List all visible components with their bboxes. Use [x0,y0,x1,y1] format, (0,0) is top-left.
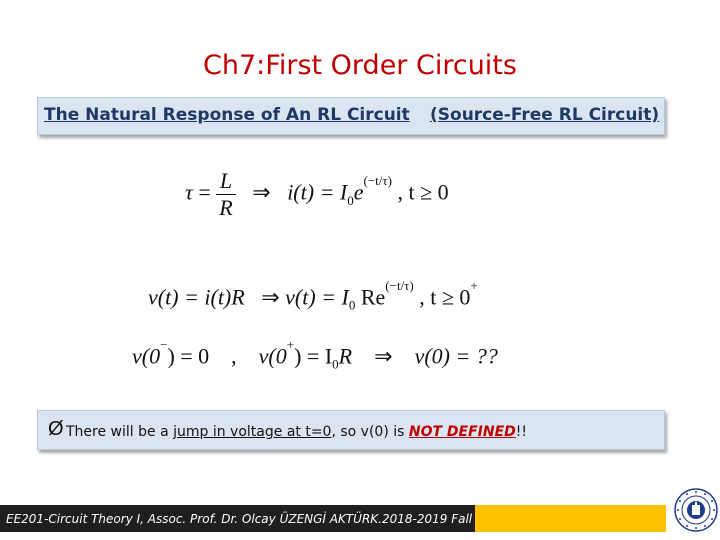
implies-arrow: ⇒ [252,179,271,205]
subtitle-banner [37,97,665,135]
exponent: (−t/τ) [385,278,414,293]
bullet-arrow-icon: Ø [48,418,64,440]
condition: , t ≥ 0 [419,284,471,310]
condition: , t ≥ 0 [397,179,449,205]
equation-initial-values: v(0−) = 0 , $v(0^+) = I_0R$ ⇒ v(0) = ?? [132,337,498,372]
tau-symbol: τ [185,179,193,205]
equation-time-constant: τ = $\frac{L}{R}$ ⇒ $i(t) = I_0e^{(-t/\tau)}$ , t ≥ 0 [185,168,449,220]
note-text: There will be a jump in voltage at t=0, so v(0) is NOT DEFINED!! [66,424,528,440]
l-over-r-fraction: $\frac{L}{R}$ [216,168,235,221]
jump-phrase: jump in voltage at t=0 [173,424,332,440]
implies-arrow: ⇒ [374,343,393,369]
footer-text: EE201-Circuit Theory I, Assoc. Prof. Dr. Olcay ÜZENGİ AKTÜRK.2018-2019 Fall [6,512,473,526]
note-banner [37,410,665,450]
slide-title: Ch7:First Order Circuits [203,50,517,81]
voltage-lhs: v(t) = i(t)R [148,284,245,310]
equation-voltage: v(t) = i(t)R ⇒ $v(t) = I_0$ $Re^{(-t/\tau)}$ , t ≥ 0+ [148,278,478,313]
university-seal-icon [674,488,718,532]
voltage-rhs: v(t) = I [285,284,349,310]
current-expression: i(t) = I [287,179,348,205]
subtitle-main: The Natural Response of An RL Circuit [44,105,410,125]
implies-arrow: ⇒ [261,284,280,310]
not-defined-phrase: NOT DEFINED [408,424,516,440]
exponent: (−t/τ) [363,173,392,189]
subtitle-extra: (Source-Free RL Circuit) [430,105,660,125]
